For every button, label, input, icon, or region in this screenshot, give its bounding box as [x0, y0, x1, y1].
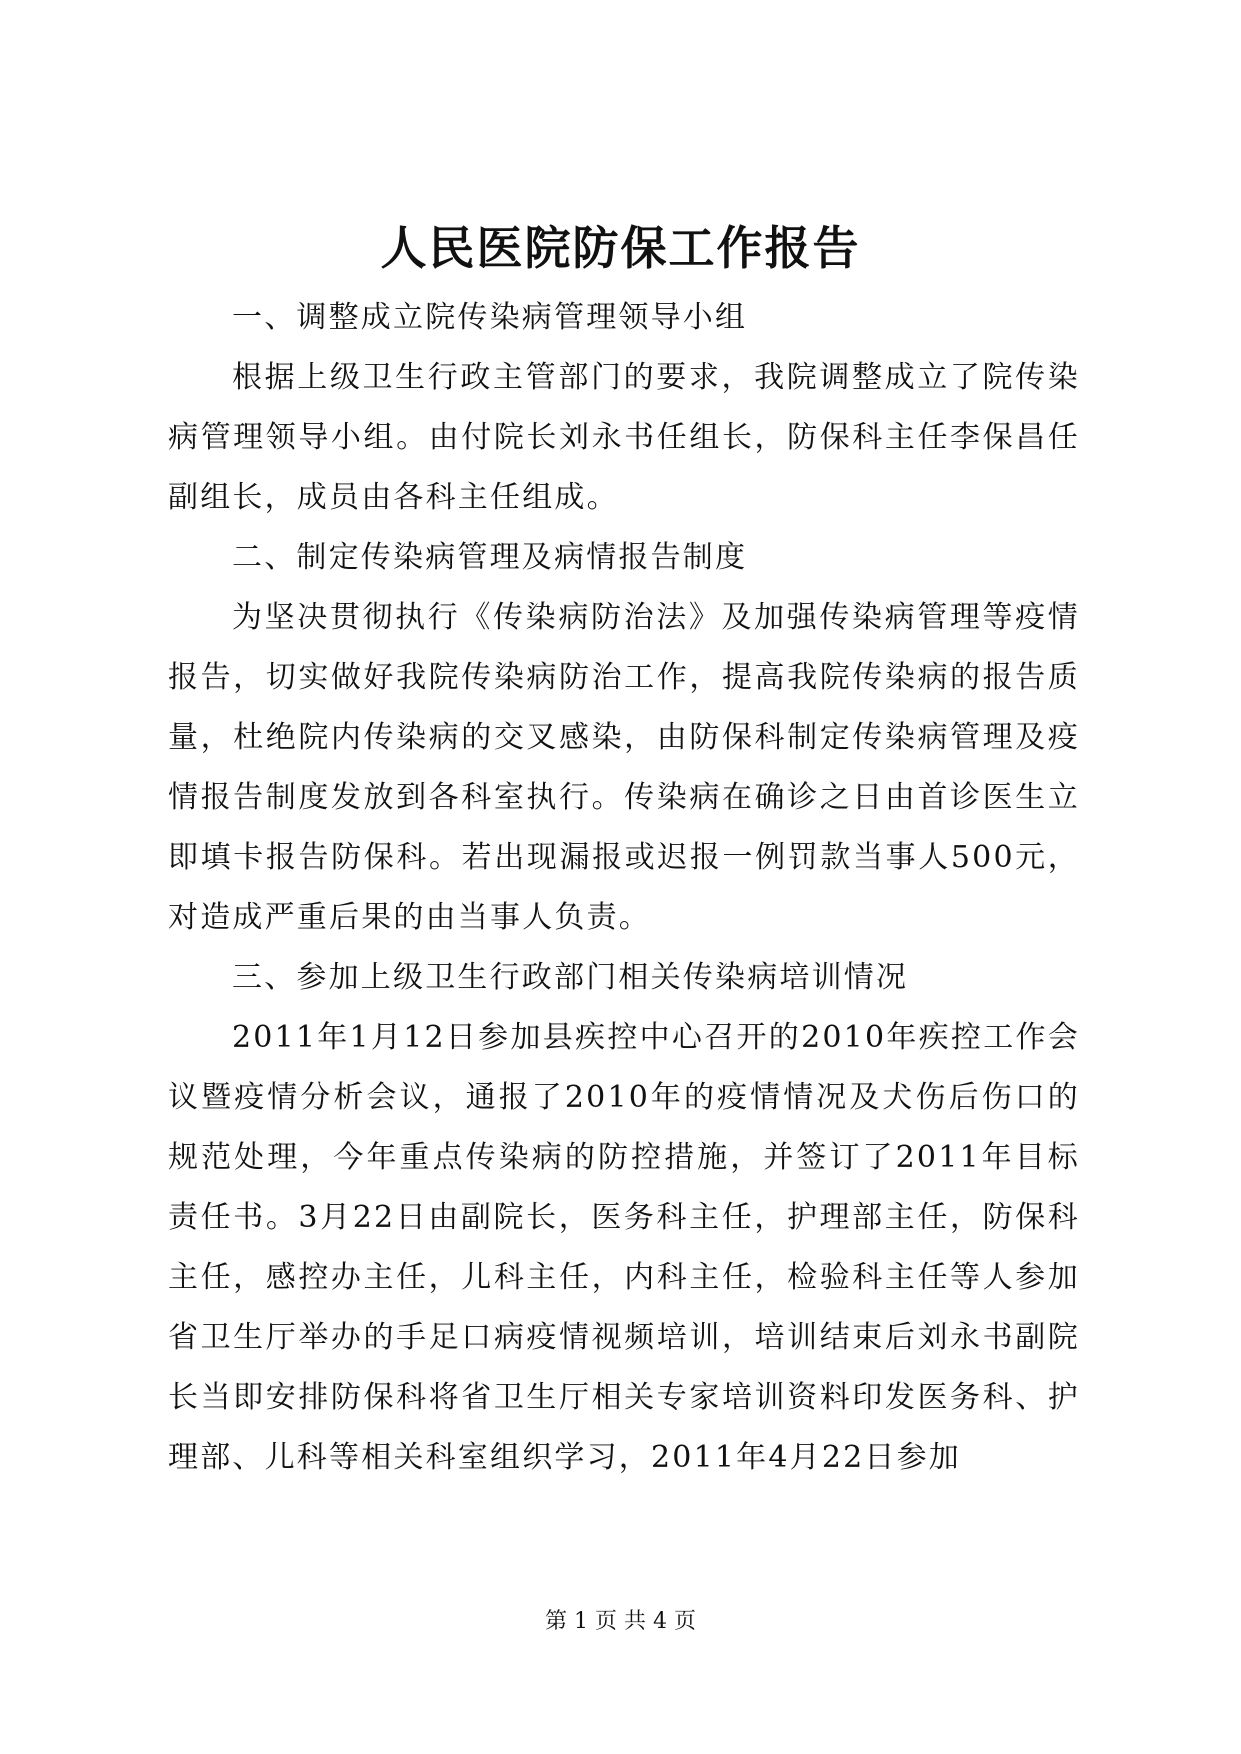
- body-paragraph-1: 根据上级卫生行政主管部门的要求，我院调整成立了院传染病管理领导小组。由付院长刘永书任组长，防保科主任李保昌任副组长，成员由各科主任组成。: [168, 360, 1080, 515]
- section-heading-2: 二、制定传染病管理及病情报告制度: [232, 540, 748, 575]
- page-footer: 第 1 页 共 4 页: [545, 1609, 696, 1634]
- section-heading-3: 三、参加上级卫生行政部门相关传染病培训情况: [232, 960, 909, 995]
- section-heading-1: 一、调整成立院传染病管理领导小组: [232, 300, 748, 335]
- document-body: [168, 288, 1080, 1488]
- body-paragraph-2: 为坚决贯彻执行《传染病防治法》及加强传染病管理等疫情报告，切实做好我院传染病防治工作，提高我院传染病的报告质量，杜绝院内传染病的交叉感染，由防保科制定传染病管理及疫情报告制度发放到各科室执行。传染病在确诊之日由首诊医生立即填卡报告防保科。若出现漏报或迟报一例罚款当事人500元，对造成严重后果的由当事人负责。: [168, 600, 1080, 935]
- body-paragraph-3: 2011年1月12日参加县疾控中心召开的2010年疾控工作会议暨疫情分析会议，通报了2010年的疫情情况及犬伤后伤口的规范处理，今年重点传染病的防控措施，并签订了2011年目标责任书。3月22日由副院长，医务科主任，护理部主任，防保科主任，感控办主任，儿科主任，内科主任，检验科主任等人参加省卫生厅举办的手足口病疫情视频培训，培训结束后刘永书副院长当即安排防保科将省卫生厅相关专家培训资料印发医务科、护理部、儿科等相关科室组织学习，2011年4月22日参加: [168, 1020, 1080, 1475]
- document-title: 人民医院防保工作报告: [380, 221, 861, 275]
